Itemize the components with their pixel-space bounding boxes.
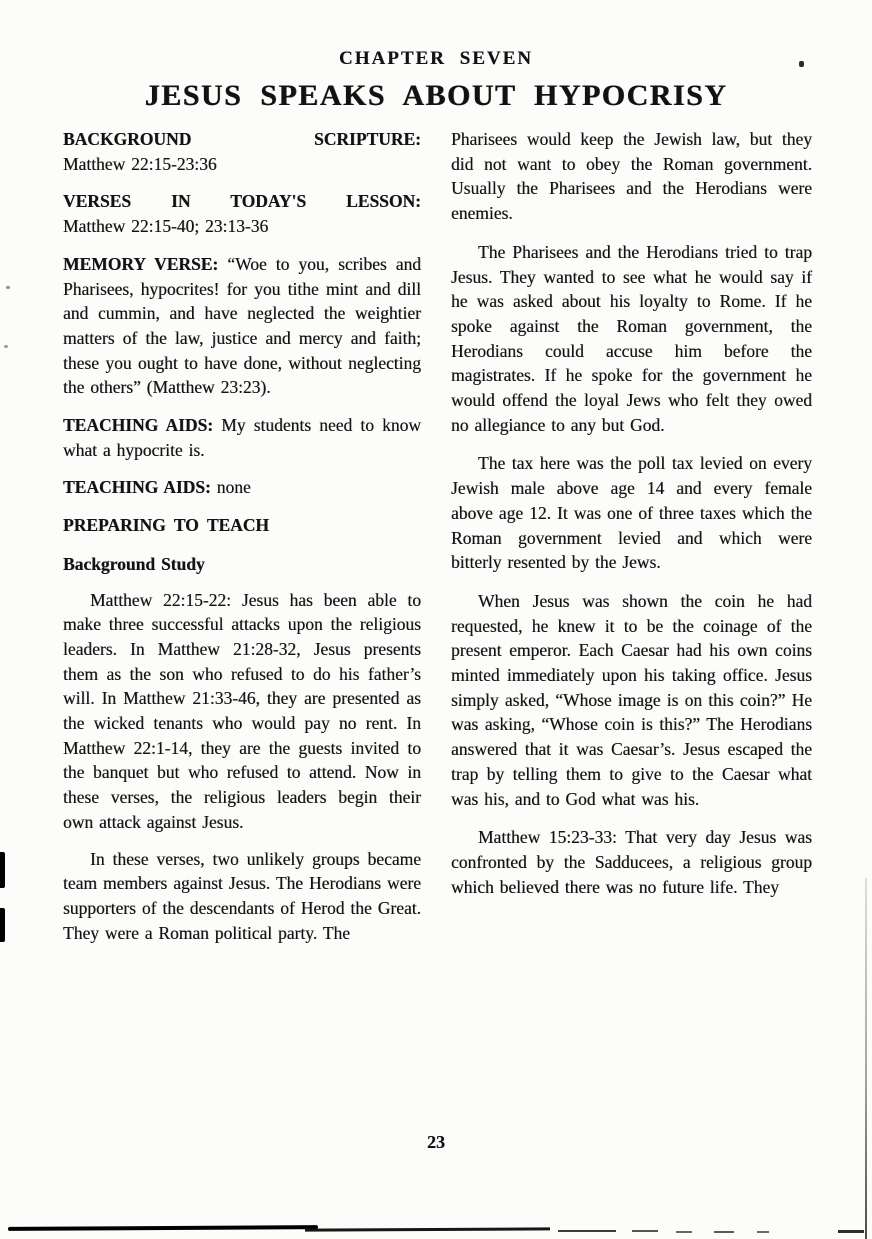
background-scripture-value: Matthew 22:15-23:36 [63,153,217,174]
scan-artifact-bottom-streak-2 [305,1227,550,1231]
teaching-aids-1-text: My students need to know what a hypocrite is. [63,415,421,460]
scan-artifact-bottom-dash-2 [632,1230,658,1232]
right-body-paragraph-2: The Pharisees and the Herodians tried to trap Jesus. They wanted to see what he would say if he was asked about his loyalty to Rome. If he spoke against the Roman government, the Herodians could accuse him before the magistrates. If he spoke for the government he would offend the loyal Jews who felt they owed no allegiance to any but God. [451,241,812,435]
scan-artifact-right-edge-line [865,878,867,1239]
verses-label: VERSES IN TODAY'S LESSON: [63,191,421,212]
scan-artifact-bottom-dash-1 [558,1230,616,1232]
scan-artifact-left-edge-bar-1 [0,852,5,888]
right-column [451,127,812,911]
left-body-paragraph-1: Matthew 22:15-22: Jesus has been able to make three successful attacks upon the religious leaders. In Matthew 21:28-32, Jesus presents them as the son who refused to do his father’s will. In Matthew 21:33-46, they are presented as the wicked tenants who would pay no rent. In Matthew 22:1-14, they are the guests invited to the banquet but who refused to attend. Now in these verses, the religious leaders begin their own attack against Jesus. [63,589,421,832]
scan-artifact-bottom-streak-1 [8,1225,318,1231]
memory-verse-label: MEMORY VERSE: [63,253,219,274]
scan-artifact-bottom-dash-6 [838,1230,864,1233]
verses-value: Matthew 22:15-40; 23:13-36 [63,216,269,237]
teaching-aids-2-text: none [216,477,251,498]
memory-verse-text: “Woe to you, scribes and Pharisees, hypocrites! for you tithe mint and dill and cummin, and have neglected the weightier matters of the law, justice and mercy and faith; these you ought to have done, without neglecting the others” (Matthew 23:23). [63,253,422,398]
teaching-aids-2-paragraph [63,475,421,500]
scan-artifact-speck-1 [6,286,10,289]
background-study-subheading: Background Study [63,553,205,574]
scan-artifact-speck-3 [799,61,804,67]
scan-artifact-speck-2 [4,345,8,348]
chapter-label: CHAPTER SEVEN [339,48,533,69]
scan-artifact-bottom-dash-5 [757,1231,769,1233]
teaching-aids-1-paragraph [63,413,421,462]
scan-artifact-left-edge-bar-2 [0,908,5,942]
page-number: 23 [427,1132,445,1152]
scan-artifact-bottom-dash-4 [714,1231,734,1233]
right-body-paragraph-1: Pharisees would keep the Jewish law, but they did not want to obey the Roman government. Usually the Pharisees and the Herodians were enemies. [451,129,812,224]
right-body-paragraph-4: When Jesus was shown the coin he had requested, he knew it to be the coinage of the present emperor. Each Caesar had his own coins minted immediately upon his taking office. Jesus simply asked, “Whose image is on this coin?” He was asking, “Whose coin is this?” The Herodians answered that it was Caesar’s. Jesus escaped the trap by telling them to give to the Caesar what was his, and to God what was his. [451,590,812,809]
teaching-aids-1-label: TEACHING AIDS: [63,415,214,436]
left-column [63,127,421,957]
scan-artifact-bottom-dash-3 [676,1231,692,1233]
right-body-paragraph-3: The tax here was the poll tax levied on every Jewish male above age 14 and every female above age 12. It was one of three taxes which the Roman government levied and which were bitterly resented by the Jews. [451,453,812,573]
left-body-paragraph-2: In these verses, two unlikely groups became team members against Jesus. The Herodians were supporters of the descendants of Herod the Great. They were a Roman political party. The [63,848,421,943]
memory-verse-paragraph [63,252,421,400]
right-body-paragraph-5: Matthew 15:23-33: That very day Jesus was confronted by the Sadducees, a religious group which believed there was no future life. They [451,827,812,897]
background-scripture-block [63,127,421,176]
teaching-aids-2-label: TEACHING AIDS: [63,477,211,498]
background-scripture-label: BACKGROUND SCRIPTURE: [63,129,421,149]
page-title: JESUS SPEAKS ABOUT HYPOCRISY [144,79,728,112]
preparing-to-teach-heading: PREPARING TO TEACH [63,515,270,536]
verses-block [63,189,421,238]
